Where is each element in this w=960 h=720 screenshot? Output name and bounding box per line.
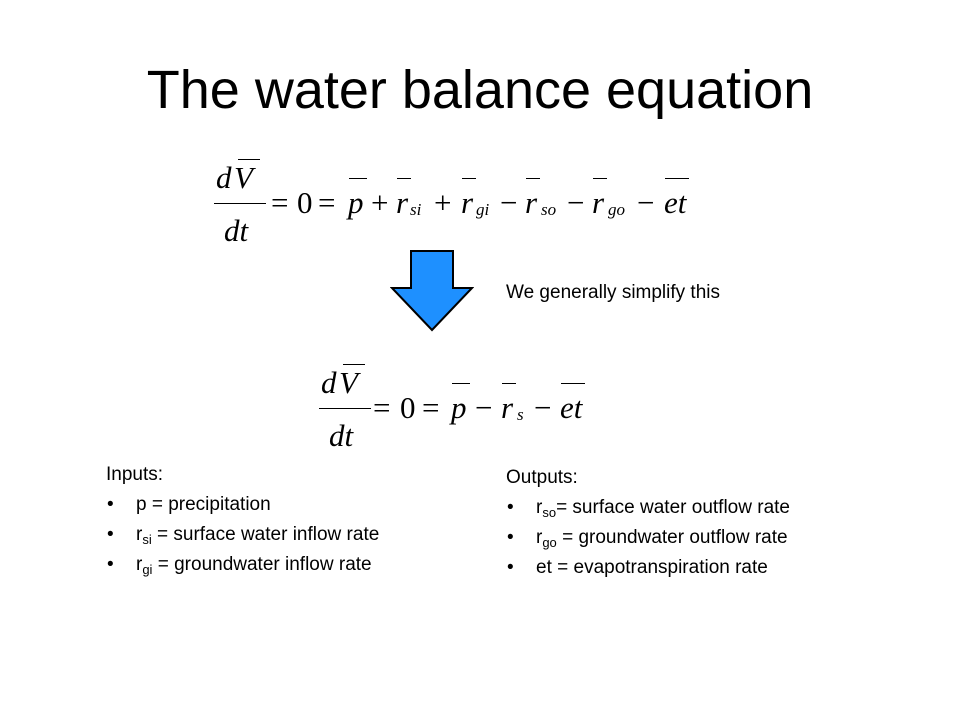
overbar-V [343, 364, 365, 365]
zero: 0 [297, 185, 313, 220]
overbar-p [349, 178, 367, 179]
full-water-balance-equation [205, 150, 705, 250]
overbar-r-gi [462, 178, 476, 179]
numerator-V: V [234, 160, 253, 195]
equals-1: = [373, 390, 391, 425]
overbar-et [665, 178, 689, 179]
minus-2: − [567, 185, 585, 220]
output-item-groundwater-outflow: • $r_{go}$ = groundwater outflow rate [506, 523, 790, 553]
overbar-r-s [502, 383, 516, 384]
input-item-surface-inflow: • $r_{si}$ = surface water inflow rate [106, 520, 379, 550]
evapotranspiration-et: et [560, 390, 583, 425]
minus-2: − [534, 390, 552, 425]
inputs-list [106, 460, 379, 580]
equals-2: = [422, 390, 440, 425]
equals-1: = [271, 185, 289, 220]
inputs-heading: Inputs: [106, 464, 164, 485]
r-si: r [396, 185, 409, 220]
down-arrow-icon [390, 250, 474, 334]
simplify-note: We generally simplify this [506, 282, 721, 303]
overbar-p [452, 383, 470, 384]
fraction-line [319, 408, 371, 409]
plus-2: + [434, 185, 452, 220]
r-s-subscript: s [517, 405, 524, 424]
r-go-subscript: go [608, 200, 625, 219]
denominator-dt: dt [224, 213, 249, 248]
overbar-et [561, 383, 585, 384]
precipitation-p: p [348, 185, 364, 220]
denominator-dt: dt [329, 418, 354, 453]
numerator-V: V [339, 365, 358, 400]
input-item-groundwater-inflow: • $r_{gi}$ = groundwater inflow rate [106, 550, 379, 580]
r-go: r [592, 185, 605, 220]
minus-1: − [475, 390, 493, 425]
numerator-d: d [216, 160, 232, 195]
input-item-precipitation: • p = precipitation [106, 490, 379, 520]
outputs-list [506, 463, 790, 583]
r-s: r [501, 390, 514, 425]
minus-1: − [500, 185, 518, 220]
overbar-V [238, 159, 260, 160]
plus-1: + [371, 185, 389, 220]
overbar-r-si [397, 178, 411, 179]
simplified-water-balance-equation [310, 355, 610, 455]
numerator-d: d [321, 365, 337, 400]
output-item-evapotranspiration: • et = evapotranspiration rate [506, 553, 790, 583]
r-so: r [525, 185, 538, 220]
r-si-subscript: si [410, 200, 422, 219]
r-so-subscript: so [541, 200, 557, 219]
fraction-line [214, 203, 266, 204]
zero: 0 [400, 390, 416, 425]
slide-title: The water balance equation [146, 60, 814, 120]
output-item-surface-outflow: • $r_{so}=$ surface water outflow rate [506, 493, 790, 523]
minus-3: − [637, 185, 655, 220]
evapotranspiration-et: et [664, 185, 687, 220]
overbar-r-so [526, 178, 540, 179]
precipitation-p: p [451, 390, 467, 425]
r-gi-subscript: gi [476, 200, 490, 219]
equals-2: = [318, 185, 336, 220]
overbar-r-go [593, 178, 607, 179]
r-gi: r [461, 185, 474, 220]
outputs-heading: Outputs: [506, 467, 578, 488]
